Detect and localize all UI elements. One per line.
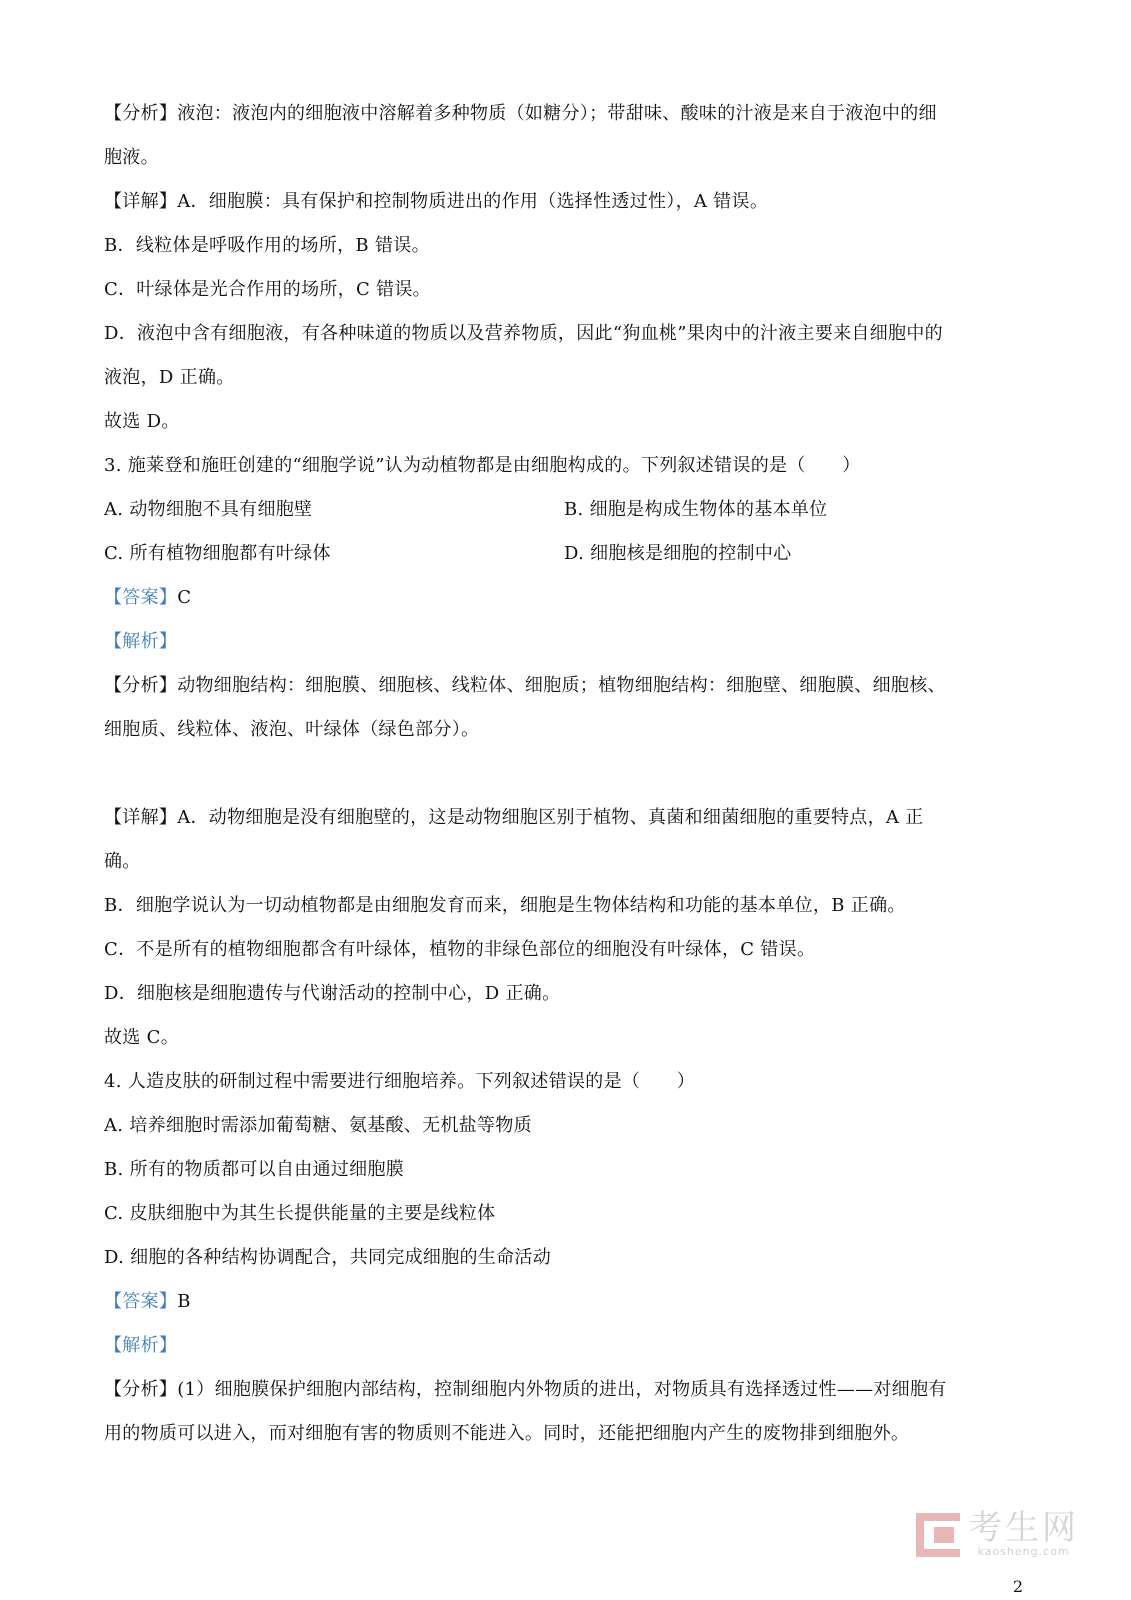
option-d: D. 细胞核是细胞的控制中心	[564, 543, 792, 564]
analysis-line: 用的物质可以进入，而对细胞有害的物质则不能进入。同时，还能把细胞内产生的废物排到细胞外。	[104, 1423, 910, 1444]
analysis-line: 【分析】液泡：液泡内的细胞液中溶解着多种物质（如糖分）；带甜味、酸味的汁液是来自于液泡中的细	[104, 103, 937, 124]
detail-line: 【详解】A．细胞膜：具有保护和控制物质进出的作用（选择性透过性），A 错误。	[104, 191, 769, 212]
detail-line: B．细胞学说认为一切动植物都是由细胞发育而来，细胞是生物体结构和功能的基本单位，B 正确。	[104, 895, 906, 916]
option-a: A. 动物细胞不具有细胞壁	[104, 499, 313, 520]
detail-line: D．液泡中含有细胞液，有各种味道的物质以及营养物质，因此“狗血桃”果肉中的汁液主要来自细胞中的	[104, 323, 943, 344]
question-3: 3. 施莱登和施旺创建的“细胞学说”认为动植物都是由细胞构成的。下列叙述错误的是（ ）	[104, 455, 861, 476]
answer-4	[104, 1280, 1024, 1324]
watermark-text: 考生网	[968, 1508, 1079, 1548]
choice-line: 故选 D。	[104, 411, 180, 432]
explanation-label: 【解析】	[104, 631, 178, 652]
option-b: B. 所有的物质都可以自由通过细胞膜	[104, 1159, 405, 1180]
watermark-url: kaosheng.com	[977, 1545, 1070, 1558]
detail-line: B．线粒体是呼吸作用的场所，B 错误。	[104, 235, 430, 256]
answer-label: 【答案】	[104, 1291, 178, 1312]
detail-line: C．不是所有的植物细胞都含有叶绿体，植物的非绿色部位的细胞没有叶绿体，C 错误。	[104, 939, 816, 960]
analysis-line: 胞液。	[104, 147, 159, 168]
detail-line: 【详解】A．动物细胞是没有细胞壁的，这是动物细胞区别于植物、真菌和细菌细胞的重要特点，A 正	[104, 807, 924, 828]
analysis-line: 【分析】(1）细胞膜保护细胞内部结构，控制细胞内外物质的进出，对物质具有选择透过性——对细胞有	[104, 1379, 947, 1400]
answer-label: 【答案】	[104, 587, 178, 608]
question-3-options-row-1	[104, 488, 1024, 532]
answer-value: B	[177, 1291, 191, 1312]
detail-line: D．细胞核是细胞遗传与代谢活动的控制中心，D 正确。	[104, 983, 561, 1004]
option-d: D. 细胞的各种结构协调配合，共同完成细胞的生命活动	[104, 1247, 552, 1268]
analysis-line: 【分析】动物细胞结构：细胞膜、细胞核、线粒体、细胞质；植物细胞结构：细胞壁、细胞膜、细胞核、	[104, 675, 946, 696]
answer-3	[104, 576, 1024, 620]
analysis-line: 细胞质、线粒体、液泡、叶绿体（绿色部分）。	[104, 719, 480, 740]
choice-line: 故选 C。	[104, 1027, 179, 1048]
blank-line	[104, 752, 1024, 796]
watermark	[916, 1508, 1079, 1558]
explanation-label: 【解析】	[104, 1335, 178, 1356]
detail-line: C．叶绿体是光合作用的场所，C 错误。	[104, 279, 431, 300]
page-number: 2	[1012, 1577, 1023, 1596]
option-b: B. 细胞是构成生物体的基本单位	[564, 499, 828, 520]
question-3-options-row-2	[104, 532, 1024, 576]
question-4: 4. 人造皮肤的研制过程中需要进行细胞培养。下列叙述错误的是（ ）	[104, 1071, 696, 1092]
answer-value: C	[177, 587, 192, 608]
document-body	[104, 92, 1024, 1456]
option-c: C. 皮肤细胞中为其生长提供能量的主要是线粒体	[104, 1203, 496, 1224]
option-a: A. 培养细胞时需添加葡萄糖、氨基酸、无机盐等物质	[104, 1115, 532, 1136]
option-c: C. 所有植物细胞都有叶绿体	[104, 543, 331, 564]
detail-line: 液泡，D 正确。	[104, 367, 235, 388]
detail-line: 确。	[104, 851, 141, 872]
watermark-logo-icon	[916, 1513, 960, 1557]
